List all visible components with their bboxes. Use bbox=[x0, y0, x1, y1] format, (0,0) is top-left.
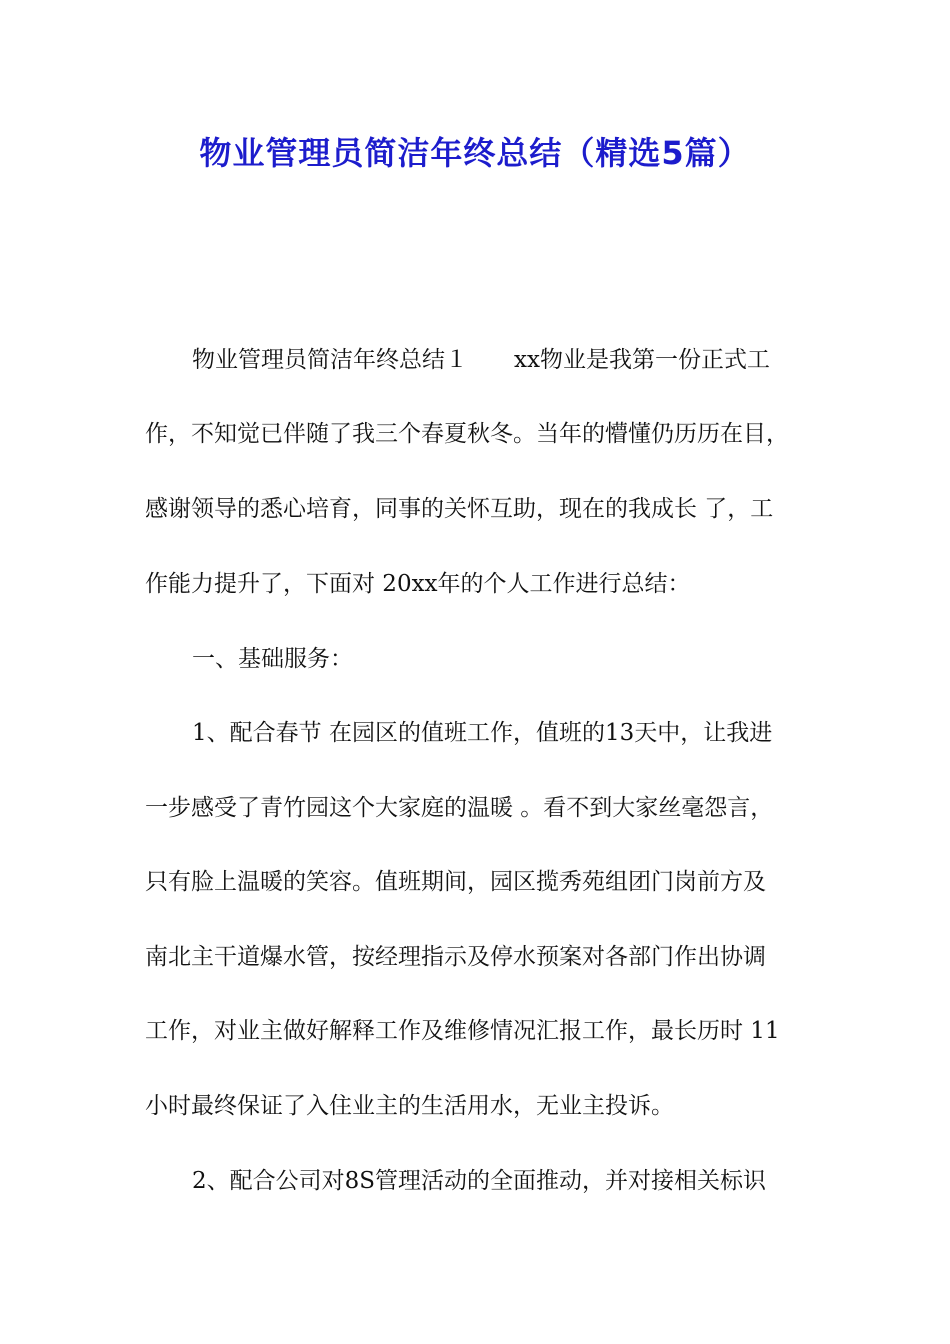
paragraph-line: 1、配合春节 在园区的值班工作，值班的13天中，让我进 bbox=[192, 720, 773, 746]
paragraph-line: 2、配合公司对8S管理活动的全面推动，并对接相关标识 bbox=[192, 1168, 767, 1194]
paragraph-line: 工作，对业主做好解释工作及维修情况汇报工作，最长历时 11 bbox=[145, 1018, 780, 1044]
paragraph-line: 小时最终保证了入住业主的生活用水，无业主投诉。 bbox=[145, 1093, 674, 1119]
paragraph-line: 一步感受了青竹园这个大家庭的温暖 。看不到大家丝毫怨言， bbox=[145, 795, 774, 821]
document-title: 物业管理员简洁年终总结（精选5篇） bbox=[199, 134, 751, 172]
paragraph-line: 南北主干道爆水管，按经理指示及停水预案对各部门作出协调 bbox=[145, 944, 766, 970]
paragraph-line: 作能力提升了，下面对 20xx年的个人工作进行总结： bbox=[145, 571, 691, 597]
section-heading: 一、基础服务： bbox=[192, 646, 353, 672]
paragraph-line: 感谢领导的悉心培育，同事的关怀互助，现在的我成长 了，工 bbox=[145, 496, 774, 522]
paragraph-line: 只有脸上温暖的笑容。值班期间，园区揽秀苑组团门岗前方及 bbox=[145, 869, 766, 895]
paragraph-line: 物业管理员简洁年终总结１ xx物业是我第一份正式工 bbox=[192, 347, 770, 373]
paragraph-line: 作，不知觉已伴随了我三个春夏秋冬。当年的懵懂仍历历在目， bbox=[145, 421, 789, 447]
